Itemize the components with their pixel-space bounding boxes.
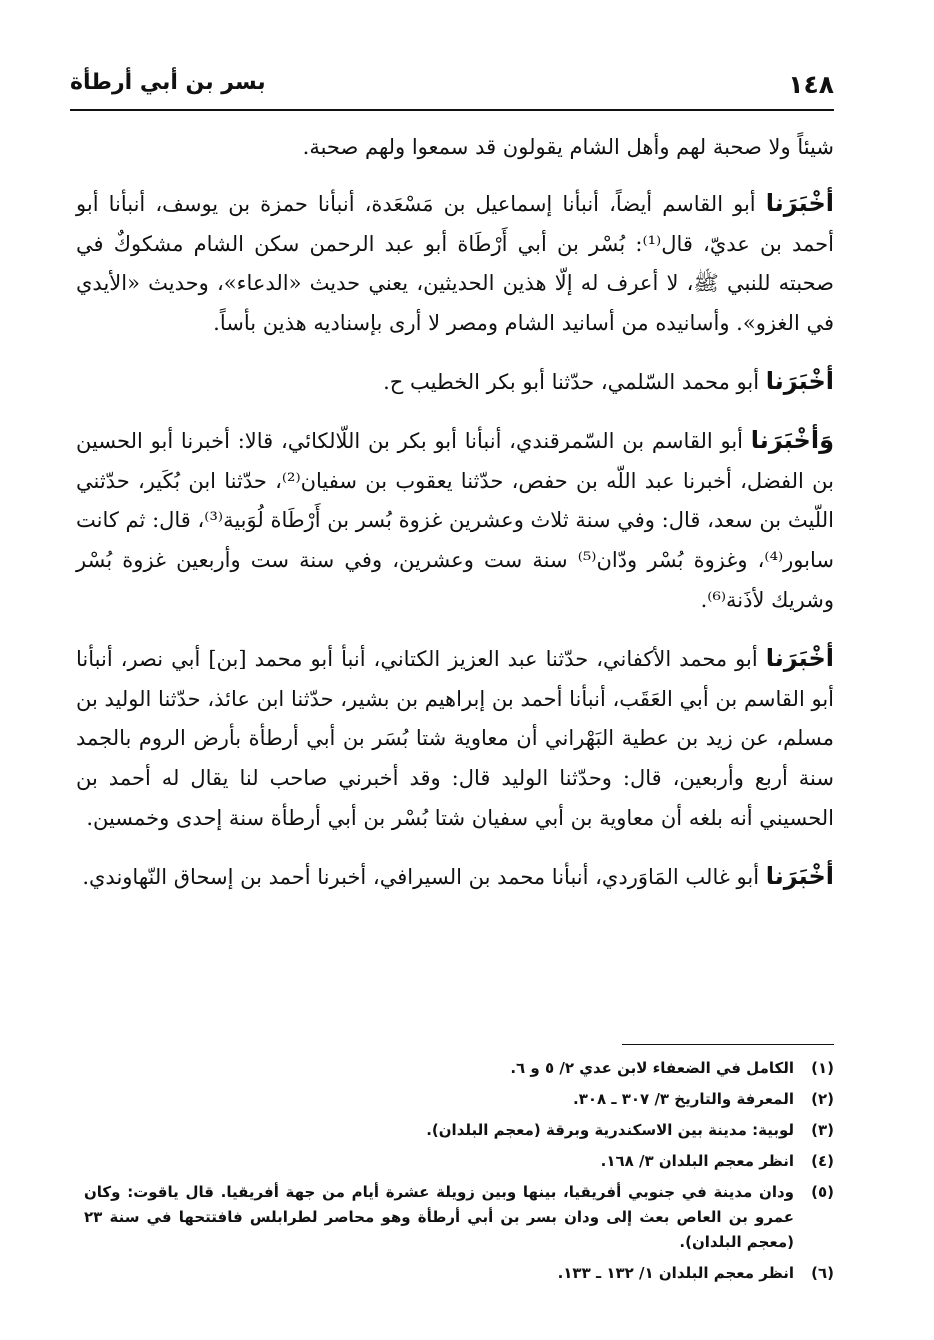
paragraph-text: أبو القاسم أيضاً، أنبأنا إسماعيل بن مَسْعَدة، أنبأنا حمزة بن يوسف، أنبأنا أبو أحمد بن عديّ، قال⁽¹⁾: بُسْر بن أبي أَرْطَاة أبو عبد الرحمن سكن الشام مشكوكٌ في صحبته للنبي ﷺ، لا أعرف له إلّا هذين الحديثين، يعني حديث «الدعاء»، وحديث «الأيدي في الغزو». وأسانيده من أسانيد الشام ومصر لا أرى بإسناديه هذين بأساً. xyxy=(76,191,834,336)
footnote-number: (٤) xyxy=(811,1152,834,1170)
running-title: بسر بن أبي أرطأة xyxy=(70,70,266,95)
footnotes xyxy=(84,1056,834,1292)
paragraph xyxy=(76,857,834,898)
paragraph-lead-word: أخْبَرَنا xyxy=(765,643,834,672)
footnote-number: (٢) xyxy=(811,1090,834,1108)
page-number: ١٤٨ xyxy=(788,70,834,99)
footnote xyxy=(84,1149,834,1174)
footnote xyxy=(84,1180,834,1255)
header-rule xyxy=(70,109,834,111)
footnote-text: المعرفة والتاريخ ٣/ ٣٠٧ ـ ٣٠٨. xyxy=(573,1090,794,1108)
paragraph-lead-word: وَأخْبَرَنا xyxy=(750,425,834,454)
main-text xyxy=(76,128,834,916)
paragraph-text: أبو محمد الأكفاني، حدّثنا عبد العزيز الكتاني، أنبأ أبو محمد [بن] أبي نصر، أنبأنا أبو القاسم بن أبي العَقَب، أنبأنا أحمد بن إبراهيم بن بشير، حدّثنا ابن عائذ، حدّثنا الوليد بن مسلم، عن زيد بن عطية البَهْراني أن معاوية شتا بُسَر بن أبي أرطأة بأرض الروم بالجمد سنة أربع وأربعين، قال: وحدّثنا الوليد قال: وقد أخبرني صاحب لنا يقال له أحمد بن الحسيني أنه بلغه أن معاوية بن أبي سفيان شتا بُسْر بن أبي أرطأة سنة إحدى وخمسين. xyxy=(76,646,834,830)
footnote-text: انظر معجم البلدان ٣/ ١٦٨. xyxy=(600,1152,794,1170)
paragraph xyxy=(76,639,834,839)
footnote-text: انظر معجم البلدان ١/ ١٣٢ ـ ١٣٣. xyxy=(557,1264,794,1282)
footnote-text: الكامل في الضعفاء لابن عدي ٢/ ٥ و ٦. xyxy=(510,1059,794,1077)
paragraph-text: أبو القاسم بن السّمرقندي، أنبأنا أبو بكر بن اللّالكائي، قالا: أخبرنا أبو الحسين بن الفضل، أخبرنا عبد اللّه بن حفص، حدّثنا يعقوب بن سفيان⁽²⁾، حدّثنا ابن بُكَير، حدّثني اللّيث بن سعد، قال: وفي سنة ثلاث وعشرين غزوة بُسر بن أَرْطَاة لُوَبية⁽³⁾، قال: ثم كانت سابور⁽⁴⁾، وغزوة بُسْر ودّان⁽⁵⁾ سنة ست وعشرين، وفي سنة ست وأربعين غزوة بُسْر وشريك لأذَنة⁽⁶⁾. xyxy=(76,428,834,612)
footnote-text: ودان مدينة في جنوبي أفريقيا، بينها وبين زويلة عشرة أيام من جهة أفريقيا. قال ياقوت: وكان عمرو بن العاص بعث إلى ودان بسر بن أبي أرطأة وهو محاصر لطرابلس فافتتحها في سنة ٢٣ (معجم البلدان). xyxy=(84,1183,794,1251)
page-header xyxy=(70,66,834,102)
paragraph xyxy=(76,362,834,403)
paragraph-text: شيئاً ولا صحبة لهم وأهل الشام يقولون قد سمعوا ولهم صحبة. xyxy=(302,135,834,159)
paragraph xyxy=(76,421,834,621)
paragraph xyxy=(76,128,834,168)
paragraph-lead-word: أخْبَرَنا xyxy=(765,366,834,395)
footnote-number: (٥) xyxy=(811,1183,834,1201)
footnote-number: (٦) xyxy=(811,1264,834,1282)
footnote xyxy=(84,1261,834,1286)
footnote-text: لوبية: مدينة بين الاسكندرية وبرقة (معجم البلدان). xyxy=(426,1121,794,1139)
footnote-rule xyxy=(622,1044,834,1045)
footnote xyxy=(84,1087,834,1112)
footnote xyxy=(84,1118,834,1143)
paragraph-text: أبو غالب المَاوَردي، أنبأنا محمد بن السيرافي، أخبرنا أحمد بن إسحاق النّهاوندي. xyxy=(82,864,766,889)
paragraph xyxy=(76,184,834,344)
footnote-number: (٣) xyxy=(811,1121,834,1139)
paragraph-text: أبو محمد السّلمي، حدّثنا أبو بكر الخطيب ح. xyxy=(383,369,766,394)
footnote xyxy=(84,1056,834,1081)
paragraph-lead-word: أخْبَرَنا xyxy=(765,188,834,217)
paragraph-lead-word: أخْبَرَنا xyxy=(765,861,834,890)
footnote-number: (١) xyxy=(811,1059,834,1077)
